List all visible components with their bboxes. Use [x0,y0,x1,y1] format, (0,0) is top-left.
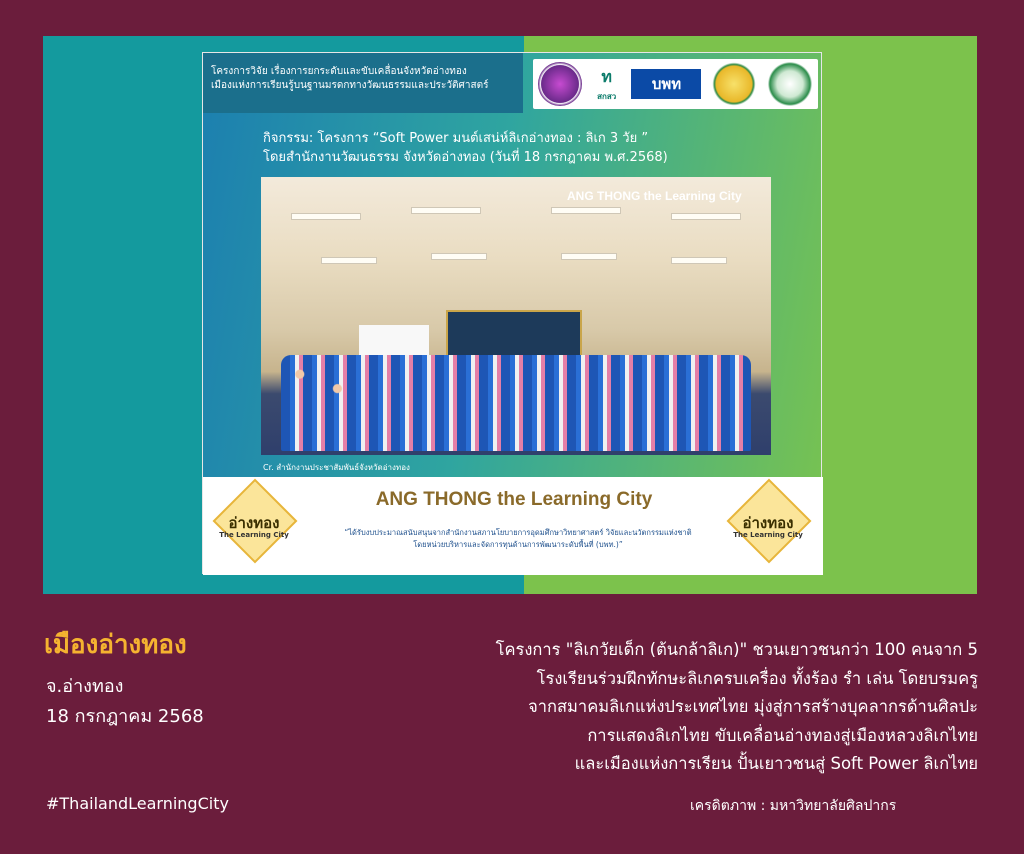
sponsor-logos [533,59,818,109]
poster-image [202,52,822,574]
footer-title: ANG THONG the Learning City [375,489,653,510]
image-credit: เครดิตภาพ : มหาวิทยาลัยศิลปากร [690,798,897,814]
city-province: จ.อ่างทอง [46,676,124,697]
description-line: โครงการ "ลิเกวัยเด็ก (ต้นกล้าลิเก)" ชวนเยาวชนกว่า 100 คนจาก 5 [495,640,978,659]
ceiling-light-icon [291,213,361,220]
poster-footer [203,477,823,575]
students-group [281,355,751,451]
tsri-logo-icon: ท สกสว [597,67,617,101]
description-line: โรงเรียนร่วมฝึกทักษะลิเกครบเครื่อง ทั้งร้อง รำ เล่น โดยบรมครู [536,668,978,688]
pmu-logo: บพท [631,69,701,99]
ceiling-light-icon [671,213,741,220]
city-title: เมืองอ่างทอง [44,630,187,660]
description-line: และเมืองแห่งการเรียน ปั้นเยาวชนสู่ Soft Power ลิเกไทย [574,754,978,773]
project-title-line2: เมืองแห่งการเรียนรู้บนฐานมรดกทางวัฒนธรรมและประวัติศาสตร์ [211,80,489,91]
angthong-logo-right: อ่างทอง The Learning City [725,485,811,571]
angthong-logo-left: อ่างทอง The Learning City [211,485,297,571]
group-photo [261,177,771,455]
province-seal-icon [711,61,757,107]
ceiling-light-icon [431,253,487,260]
poster-header [203,53,823,113]
activity-line2: โดยสำนักงานวัฒนธรรม จังหวัดอ่างทอง (วันที่ 18 กรกฎาคม พ.ศ.2568) [263,150,668,165]
description-line: การแสดงลิเกไทย ขับเคลื่อนอ่างทองสู่เมืองหลวงลิเกไทย [587,725,978,745]
activity-line1: กิจกรรม: โครงการ “Soft Power มนต์เสน่ห์ลิเกอ่างทอง : ลิเก 3 วัย ” [263,131,649,146]
university-seal-icon [538,62,582,106]
ceiling-light-icon [551,207,621,214]
ceiling-light-icon [671,257,727,264]
culture-office-seal-icon [767,61,813,107]
hashtag: #ThailandLearningCity [46,794,229,813]
project-title-box [203,53,523,113]
ceiling-light-icon [411,207,481,214]
project-title-line1: โครงการวิจัย เรื่องการยกระดับและขับเคลื่อนจังหวัดอ่างทอง [211,66,467,77]
event-date: 18 กรกฎาคม 2568 [46,706,204,727]
ceiling-light-icon [321,257,377,264]
photo-watermark: ANG THONG the Learning City [567,189,742,203]
photo-credit: Cr. สำนักงานประชาสัมพันธ์จังหวัดอ่างทอง [263,463,410,472]
funding-note: “ได้รับงบประมาณสนับสนุนจากสำนักงานสภานโยบายการอุดมศึกษาวิทยาศาสตร์ วิจัยและนวัตกรรมแห่งชาติ โดยหน่วยบริหารและจัดการทุนด้านการพัฒนาระดับพื้นที่ (บพท.)” [344,528,692,549]
description-line: จากสมาคมลิเกแห่งประเทศไทย มุ่งสู่การสร้างบุคลากรด้านศิลปะ [528,697,978,716]
ceiling-light-icon [561,253,617,260]
activity-title [263,129,668,167]
event-description [380,636,978,779]
